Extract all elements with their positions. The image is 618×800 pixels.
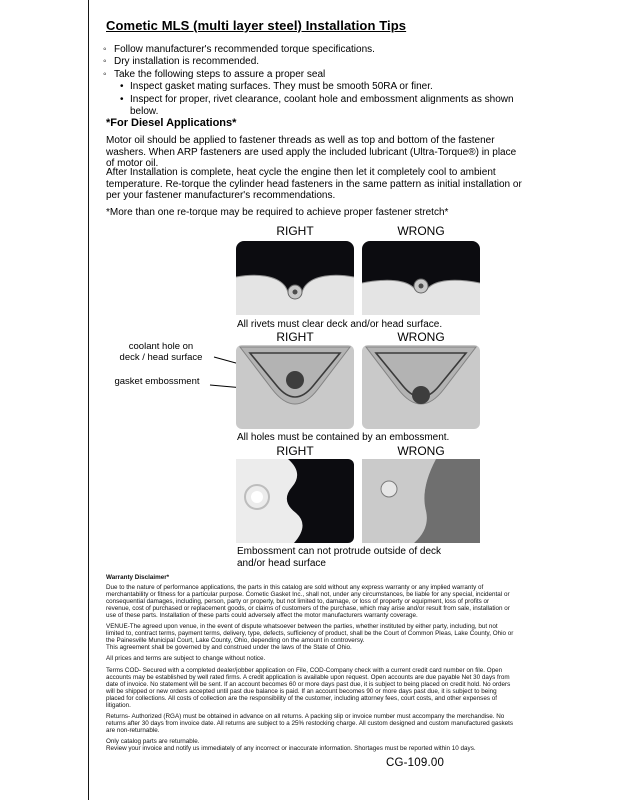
list-sub-item (120, 94, 527, 119)
diesel-paragraph-2: After Installation is complete, heat cycle the engine then let it completely cool to ambient temperature. Re-torque the cylinder head fasteners in the same pattern as initial installation or per your fastener manufacturer's recommendations. (106, 167, 522, 202)
list-sub-item (120, 81, 527, 93)
list-item-text: Inspect gasket mating surfaces. They must be smooth 50RA or finer. (130, 81, 433, 93)
bullet-icon: ◦ (103, 44, 107, 55)
list-item-text: Take the following steps to assure a proper seal (114, 68, 326, 80)
figure-caption: Embossment can not protrude outside of deck and/or head surface (237, 546, 442, 569)
legal-paragraph: Returns- Authorized (RGA) must be obtained in advance on all returns. A packing slip or invoice number must accompany the merchandise. No returns after 30 days from invoice date. All returns are subject to a 25% restocking charge. All custom designed and custom manufactured gaskets are non-returnable. (106, 712, 514, 734)
legal-paragraph: Only catalog parts are returnable. Review your invoice and notify us immediately of any incorrect or inaccurate information. Shortages must be reported within 10 days. (106, 737, 476, 752)
right-label: RIGHT (276, 444, 314, 458)
list-item-text: Dry installation is recommended. (114, 56, 260, 68)
coolant-hole-callout: coolant hole on deck / head surface (119, 341, 203, 363)
right-label: RIGHT (276, 224, 314, 238)
rivet-right-image (236, 241, 354, 315)
rivet-wrong-image (362, 241, 480, 315)
list-item-text: Inspect for proper, rivet clearance, coolant hole and embossment alignments as shown below. (130, 93, 514, 117)
list-item (103, 56, 527, 68)
legal-paragraph: Terms COD- Secured with a completed dealer/jobber application on File, COD-Company check with a current credit card number on file. Open accounts may be established by well rated firms. A credit application is available upon request. Open accounts are due payable Net 30 days from date of invoice. No statement will be sent. If an account becomes 60 or more days past due, it is subject to being placed on credit hold. No orders will be shipped or new orders accepted until past due balance is paid. If an account becomes 90 or more days past due, it is subject to being placed for collections. All costs of collection are the responsibility of the customer, including attorney fees, court costs, and other expenses of litigation. (106, 666, 511, 709)
page-title: Cometic MLS (multi layer steel) Installation Tips (106, 18, 407, 33)
page-number: CG-109.00 (386, 757, 445, 769)
list-item-text: Follow manufacturer's recommended torque specifications. (114, 44, 375, 55)
figure-caption: All holes must be contained by an embossment. (237, 432, 450, 443)
legal-paragraph: All prices and terms are subject to change without notice. (106, 655, 266, 663)
diesel-paragraph-1: Motor oil should be applied to fastener threads as well as top and bottom of the fastener washers. When ARP fasteners are used apply the included lubricant (Ultra-Torque®) in place of motor oil. (106, 135, 517, 170)
wrong-label: WRONG (397, 224, 445, 238)
gasket-embossment-callout: gasket embossment (114, 376, 200, 387)
legal-fine-print (106, 574, 514, 756)
list-item (103, 69, 527, 81)
embossment-wrong-image (362, 345, 480, 429)
list-item (103, 44, 527, 56)
bullet-icon: ◦ (103, 68, 107, 80)
figure-protrusion (88, 444, 548, 569)
figure-embossment (88, 330, 548, 446)
right-label: RIGHT (276, 330, 314, 344)
wrong-label: WRONG (397, 330, 445, 344)
embossment-right-image (236, 345, 354, 429)
bullet-icon: • (120, 81, 124, 93)
retorque-note: *More than one re-torque may be required to achieve proper fastener stretch* (106, 207, 449, 218)
diesel-applications-heading: *For Diesel Applications* (106, 117, 237, 129)
protrusion-wrong-image (362, 459, 480, 543)
figure-caption: All rivets must clear deck and/or head surface. (237, 319, 443, 330)
bullet-icon: • (120, 93, 124, 105)
wrong-label: WRONG (397, 444, 445, 458)
bullet-icon: ◦ (103, 56, 107, 68)
protrusion-right-image (236, 459, 354, 543)
tips-list (103, 44, 527, 118)
legal-paragraph: VENUE-The agreed upon venue, in the event of dispute whatsoever between the parties, whether instituted by either party, including, but not limited to, contract terms, payment terms, delivery, type, defects, sufficiency of product, shall be the Court of Common Pleas, Lake County, Ohio or the Painesville Municipal Court, Lake County, Ohio, depending on the amount in controversy. This agreement shall be governed by and construed under the laws of the State of Ohio. (106, 623, 514, 652)
legal-paragraph: Due to the nature of performance applications, the parts in this catalog are sold without any express warranty or any implied warranty of merchantability or fitness for a particular purpose. Cometic Gasket Inc., shall not, under any circumstances, be liable for any special, incidental or consequential damages, including, person, party or property, but not limited to, damage, or loss of property or equipment, loss of profits or revenue, cost of purchased or replacement goods, or claims of customers of the purchase, which may arise and/or result from sale, installation or use of these parts. Installation of these parts could adversely affect the motor manufacturers warranty coverage. (106, 584, 510, 620)
figure-rivets (88, 224, 548, 334)
warranty-disclaimer-heading: Warranty Disclaimer* (106, 574, 170, 581)
